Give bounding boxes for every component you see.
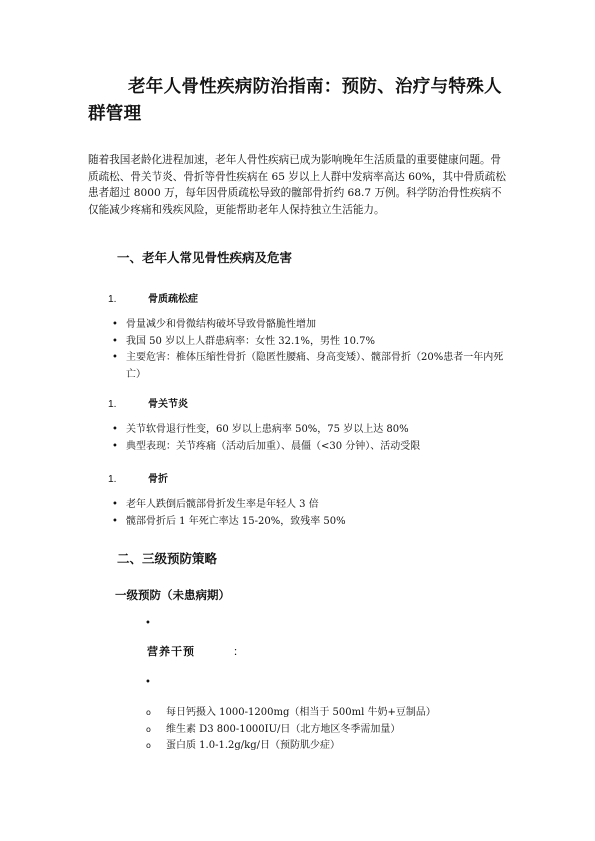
- nutrition-label-text: 营养干预: [147, 645, 195, 658]
- disease-item-osteoarthritis: [108, 395, 188, 410]
- list-item: • 骨量减少和骨微结构破坏导致骨骼脆性增加: [112, 317, 512, 334]
- list-item: • 典型表现：关节疼痛（活动后加重）、晨僵（<30 分钟）、活动受限: [112, 439, 512, 456]
- circle-bullet-icon: o: [146, 708, 151, 717]
- osteoporosis-bullet-list: [112, 317, 512, 383]
- circle-bullet-icon: o: [146, 724, 151, 734]
- item-number: 1.: [108, 399, 117, 410]
- list-item: • 我国 50 岁以上人群患病率：女性 32.1%，男性 10.7%: [112, 334, 512, 351]
- item-label: 骨关节炎: [148, 399, 188, 410]
- bullet-icon: •: [112, 352, 118, 363]
- primary-prevention-heading: 一级预防（未患病期）: [115, 588, 230, 602]
- nutrition-sub-list: [146, 705, 506, 755]
- disease-item-fracture: [108, 470, 168, 485]
- bullet-icon: •: [112, 499, 118, 510]
- disease-item-osteoporosis: [108, 290, 198, 305]
- section-1-heading: 一、老年人常见骨性疾病及危害: [117, 250, 293, 265]
- nutrition-intervention-label: [147, 643, 245, 659]
- list-item: • 老年人跌倒后髋部骨折发生率是年轻人 3 倍: [112, 497, 512, 514]
- section-2-heading: 二、三级预防策略: [117, 551, 218, 566]
- list-item: o 维生素 D3 800-1000IU/日（北方地区冬季需加量）: [146, 722, 506, 739]
- nutrition-label-colon: ：: [233, 645, 245, 658]
- bullet-icon: •: [145, 618, 151, 629]
- intro-paragraph: 随着我国老龄化进程加速，老年人骨性疾病已成为影响晚年生活质量的重要健康问题。骨质疏松、骨关节炎、骨折等骨性疾病在 65 岁以上人群中发病率高达 60%，其中骨质疏松患者超过 8000 万，每年因骨质疏松导致的髋部骨折约 68.7 万例。科学防治骨性疾病不仅能减少疼痛和残疾风险，更能帮助老年人保持独立生活能力。: [88, 154, 506, 216]
- list-item: • 关节软骨退行性变，60 岁以上患病率 50%，75 岁以上达 80%: [112, 422, 512, 439]
- document-title: 老年人骨性疾病防治指南：预防、治疗与特殊人群管理: [88, 77, 502, 124]
- list-item: • 主要危害：椎体压缩性骨折（隐匿性腰痛、身高变矮）、髋部骨折（20%患者一年内死亡）: [112, 352, 504, 380]
- bullet-icon: •: [145, 677, 151, 688]
- list-item: • 髋部骨折后 1 年死亡率达 15-20%，致残率 50%: [112, 514, 512, 531]
- item-label: 骨折: [148, 474, 168, 485]
- osteoarthritis-bullet-list: [112, 422, 512, 455]
- item-number: 1.: [108, 294, 117, 305]
- list-item: o 每日钙摄入 1000-1200mg（相当于 500ml 牛奶+豆制品）: [146, 705, 506, 722]
- bullet-icon: •: [112, 424, 118, 435]
- bullet-icon: •: [112, 319, 118, 330]
- list-item: o 蛋白质 1.0-1.2g/kg/日（预防肌少症）: [146, 738, 506, 755]
- bullet-icon: •: [112, 440, 118, 452]
- bullet-icon: •: [112, 515, 118, 527]
- fracture-bullet-list: [112, 497, 512, 530]
- item-number: 1.: [108, 474, 117, 485]
- item-label: 骨质疏松症: [148, 294, 198, 305]
- bullet-icon: •: [112, 335, 118, 347]
- circle-bullet-icon: o: [146, 741, 151, 751]
